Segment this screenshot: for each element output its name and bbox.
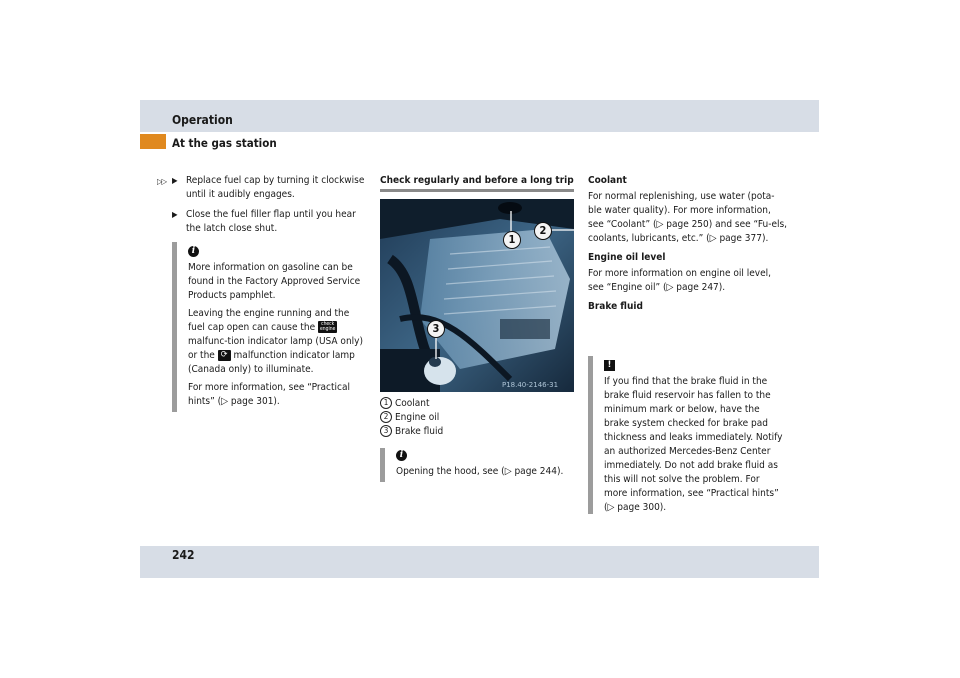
coolant-text: For normal replenishing, use water (pota-ble water quality). For more information, see “Coolant” (▷ page 250) and see “Fu-els, coolants, lubricants, etc.” (▷ page 377).: [588, 191, 788, 244]
heading-rule: [380, 189, 574, 192]
info-icon: i: [188, 246, 199, 257]
hood-note: Opening the hood, see (▷ page 244).: [396, 466, 564, 477]
note-bar: [172, 242, 177, 412]
note-paragraph: [188, 307, 368, 377]
bullet-list: [172, 174, 368, 236]
legend-item: [380, 397, 574, 411]
oil-text: For more information on engine oil level, see “Engine oil” (▷ page 247).: [588, 268, 771, 293]
bullet-item: [172, 208, 368, 236]
footer-bar: [140, 546, 819, 578]
legend-number: 3: [380, 425, 392, 437]
info-icon: i: [396, 450, 407, 461]
continue-marker: ▷▷: [157, 177, 167, 186]
bullet-arrow-icon: ▶: [172, 176, 178, 185]
check-heading: Check regularly and before a long trip: [380, 175, 574, 186]
brake-heading: Brake fluid: [588, 301, 643, 312]
photo-code: P18.40-2146-31: [502, 381, 559, 389]
legend-label: Coolant: [395, 398, 430, 409]
photo-legend: [380, 397, 574, 439]
page-number: 242: [172, 548, 195, 562]
header-bar: [140, 100, 819, 132]
warning-bar: [588, 356, 593, 514]
note-text: malfunction indicator lamp (Canada only) to illuminate.: [188, 350, 355, 375]
note-text: Leaving the engine running and the fuel cap open can cause the: [188, 308, 350, 333]
callout-1: 1: [503, 231, 521, 249]
brake-warning: If you find that the brake fluid in the brake fluid reservoir has fallen to the minimum mark or below, have the brake system checked for brake pad thickness and leaks immediately. Notify an authorized Mercedes-Benz Center immediately. Do not add brake fluid as this will not solve the problem. For more information, see “Practical hints” (▷ page 300).: [604, 376, 783, 513]
callout-2: 2: [534, 222, 552, 240]
section-marker: [140, 134, 166, 149]
maintenance-text: [588, 174, 788, 314]
section-title: Operation: [172, 113, 233, 127]
note-text: malfunc-tion indicator lamp (USA only) or the: [188, 336, 363, 361]
engine-lamp-icon: ⟳: [218, 350, 231, 361]
legend-label: Brake fluid: [395, 426, 444, 437]
coolant-heading: Coolant: [588, 175, 627, 186]
engine-bay-photo: [380, 199, 574, 392]
bullet-text: Replace fuel cap by turning it clockwise until it audibly engages.: [186, 175, 365, 200]
info-note: [188, 261, 368, 409]
legend-number: 1: [380, 397, 392, 409]
note-paragraph: For more information, see “Practical hints” (▷ page 301).: [188, 382, 350, 407]
bullet-item: [172, 174, 368, 202]
legend-label: Engine oil: [395, 412, 440, 423]
legend-item: [380, 425, 574, 439]
oil-heading: Engine oil level: [588, 252, 666, 263]
legend-item: [380, 411, 574, 425]
warning-icon: !: [604, 360, 615, 371]
bullet-text: Close the fuel filler flap until you hear the latch close shut.: [186, 209, 356, 234]
note-bar: [380, 448, 385, 482]
note-paragraph: More information on gasoline can be found in the Factory Approved Service Products pamphlet.: [188, 262, 361, 301]
callout-3: 3: [427, 320, 445, 338]
check-engine-lamp-icon: check engine: [320, 321, 336, 332]
bullet-arrow-icon: ▶: [172, 210, 178, 219]
legend-number: 2: [380, 411, 392, 423]
subsection-title: At the gas station: [172, 136, 277, 150]
